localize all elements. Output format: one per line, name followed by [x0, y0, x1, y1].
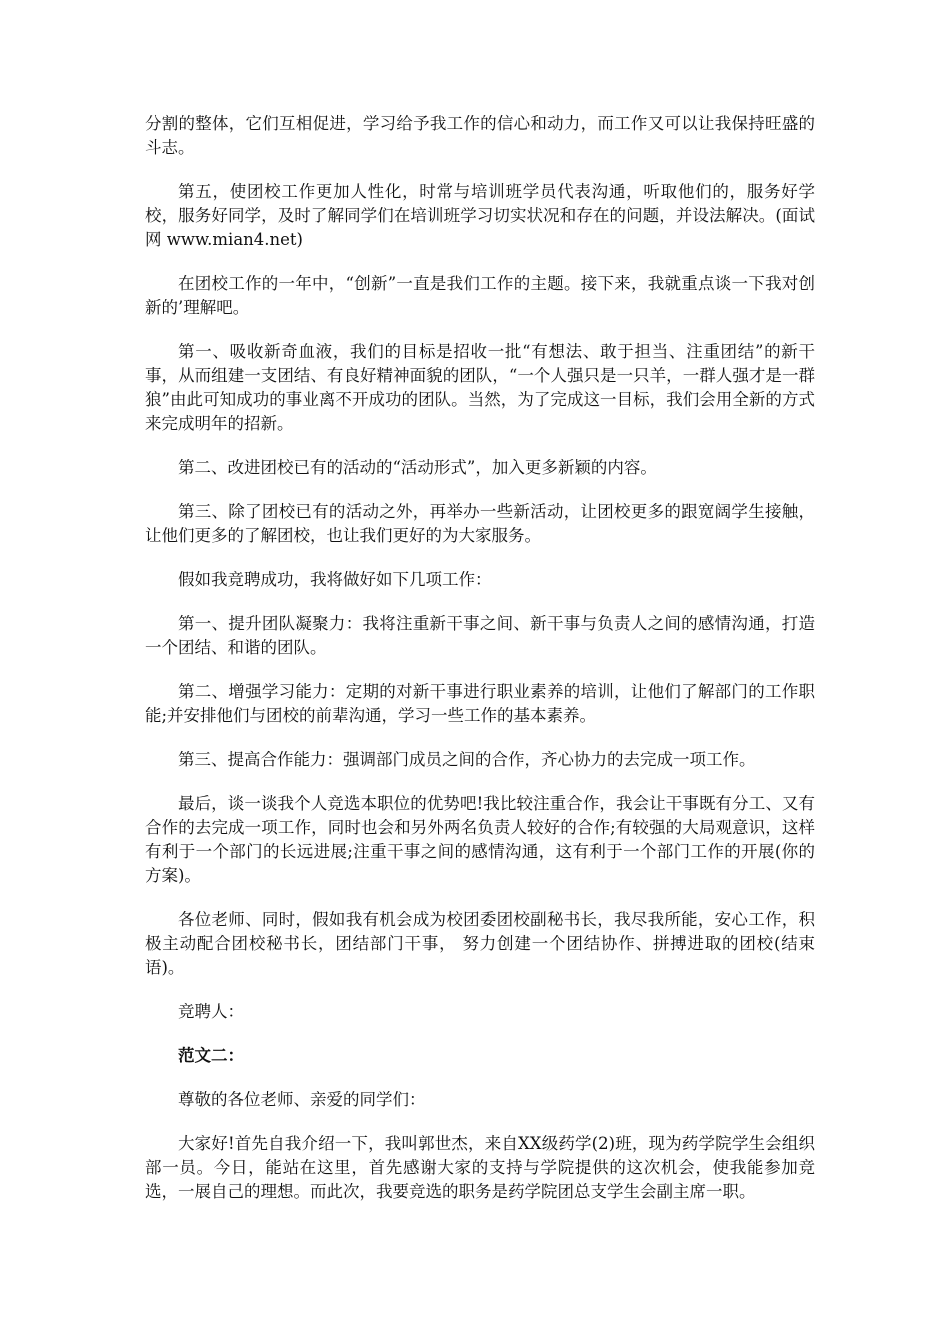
- paragraph-plan-second: 第二、增强学习能力：定期的对新干事进行职业素养的培训，让他们了解部门的工作职能;并安排他们与团校的前辈沟通，学习一些工作的基本素养。: [145, 682, 815, 725]
- paragraph-plan-intro: 假如我竞聘成功，我将做好如下几项工作：: [178, 570, 492, 589]
- paragraph-fifth-point: 第五，使团校工作更加人性化，时常与培训班学员代表沟通，听取他们的，服务好学校，服务好同学，及时了解同学们在培训班学习切实状况和存在的问题，并设法解决。(面试网 www.mian4.net): [145, 182, 815, 249]
- paragraph-greeting: 尊敬的各位老师、亲爱的同学们：: [178, 1090, 426, 1109]
- paragraph-plan-third: 第三、提高合作能力：强调部门成员之间的合作，齐心协力的去完成一项工作。: [178, 750, 756, 769]
- section-heading: 范文二：: [178, 1046, 244, 1065]
- paragraph-advantages: 最后，谈一谈我个人竞选本职位的优势吧!我比较注重合作，我会让干事既有分工、又有合作的去完成一项工作，同时也会和另外两名负责人较好的合作;有较强的大局观意识，这样有利于一个部门的长远进展;注重干事之间的感情沟通，这有利于一个部门工作的开展(你的方案)。: [145, 794, 815, 885]
- document-page: [145, 112, 815, 1224]
- paragraph-innovation-third: 第三、除了团校已有的活动之外，再举办一些新活动，让团校更多的跟宽阔学生接触，让他们更多的了解团校，也让我们更好的为大家服务。: [145, 502, 815, 545]
- paragraph-innovation-first: 第一、吸收新奇血液，我们的目标是招收一批“有想法、敢于担当、注重团结”的新干事，从而组建一支团结、有良好精神面貌的团队，“一个人强只是一只羊，一群人强才是一群狼”由此可知成功的事业离不开成功的团队。当然，为了完成这一目标，我们会用全新的方式来完成明年的招新。: [145, 342, 815, 433]
- paragraph-signature: 竞聘人：: [178, 1002, 244, 1021]
- paragraph-plan-first: 第一、提升团队凝聚力：我将注重新干事之间、新干事与负责人之间的感情沟通，打造一个团结、和谐的团队。: [145, 614, 815, 657]
- paragraph-self-intro: 大家好!首先自我介绍一下，我叫郭世杰，来自XX级药学(2)班，现为药学院学生会组织部一员。今日，能站在这里，首先感谢大家的支持与学院提供的这次机会，使我能参加竞选，一展自己的理想。而此次，我要竞选的职务是药学院团总支学生会副主席一职。: [145, 1134, 815, 1201]
- paragraph-continuation: 分割的整体，它们互相促进，学习给予我工作的信心和动力，而工作又可以让我保持旺盛的斗志。: [145, 114, 815, 157]
- paragraph-closing: 各位老师、同时，假如我有机会成为校团委团校副秘书长，我尽我所能，安心工作，积极主动配合团校秘书长，团结部门干事， 努力创建一个团结协作、拼搏进取的团校(结束语)。: [145, 910, 815, 977]
- paragraph-innovation-intro: 在团校工作的一年中，“创新”一直是我们工作的主题。接下来，我就重点谈一下我对创新的’理解吧。: [145, 274, 815, 317]
- paragraph-innovation-second: 第二、改进团校已有的活动的“活动形式”，加入更多新颖的内容。: [178, 458, 657, 477]
